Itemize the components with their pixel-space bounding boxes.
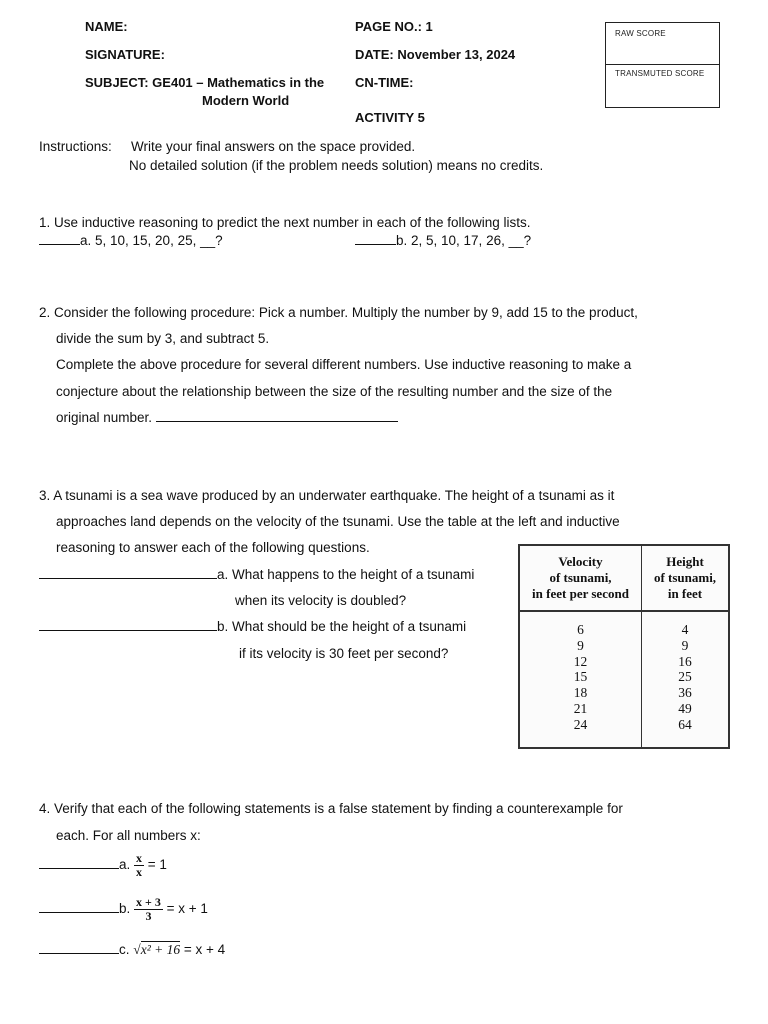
height-cell: 49: [678, 701, 692, 716]
raw-score-box[interactable]: [605, 22, 720, 65]
activity-title: ACTIVITY 5: [355, 110, 425, 125]
height-cell: 16: [678, 653, 692, 669]
table-header-divider: [520, 610, 728, 612]
q4-line-2: each. For all numbers x:: [56, 828, 201, 843]
q3-line-2: approaches land depends on the velocity of the tsunami. Use the table at the left and inductive: [56, 514, 620, 529]
q4-item-c: c. √x² + 16 = x + 4: [39, 942, 225, 958]
q1-a-answer-blank[interactable]: [39, 233, 80, 245]
cn-time-label: CN-TIME:: [355, 75, 414, 90]
q3-line-1: 3. A tsunami is a sea wave produced by an underwater earthquake. The height of a tsunami as it: [39, 488, 615, 503]
height-cell: 25: [678, 669, 692, 685]
transmuted-score-box[interactable]: [605, 64, 720, 108]
q4-a-fraction: $\frac{x}{x}$: [136, 851, 143, 879]
q4-item-a: a. $\frac{x}{x}$ = 1: [39, 852, 167, 879]
instructions-line-1: Write your final answers on the space provided.: [131, 139, 416, 154]
q2-answer-blank[interactable]: [156, 410, 398, 422]
q4-b-fraction: $\frac{x + 3}{3}$: [136, 895, 161, 923]
q4-line-1: 4. Verify that each of the following statements is a false statement by finding a counterexample for: [39, 801, 623, 816]
q2-line-5: original number.: [56, 410, 398, 425]
velocity-cell: 24: [573, 716, 588, 732]
velocity-cell: 9: [577, 637, 584, 653]
height-cell: 4: [681, 622, 689, 637]
q3-b-answer-blank[interactable]: [39, 619, 217, 631]
raw-score-label: RAW SCORE: [615, 29, 666, 38]
velocity-cell: 18: [573, 685, 588, 701]
q2-line-4: conjecture about the relationship between the size of the resulting number and the size of the: [56, 384, 613, 399]
velocity-header: Velocity of tsunami, in feet per second: [532, 554, 629, 601]
instructions-label: Instructions:: [39, 139, 112, 154]
q1-item-a: a. 5, 10, 15, 20, 25, __?: [39, 233, 223, 248]
q3-a-answer-blank[interactable]: [39, 567, 217, 579]
q2-line-3: Complete the above procedure for several different numbers. Use inductive reasoning to make a: [56, 357, 632, 372]
height-cell: 64: [678, 716, 692, 732]
q4-a-answer-blank[interactable]: [39, 857, 119, 869]
q3-item-a: a. What happens to the height of a tsunami: [39, 567, 474, 582]
page-number: PAGE NO.: 1: [355, 19, 433, 34]
q3-line-3: reasoning to answer each of the following questions.: [56, 540, 370, 555]
subject-line-2: Modern World: [202, 93, 290, 108]
velocity-cell: 12: [573, 653, 588, 669]
q1-prompt: 1. Use inductive reasoning to predict the next number in each of the following lists.: [39, 215, 531, 230]
height-cell: 36: [678, 685, 692, 701]
subject-line-1: SUBJECT: GE401 – Mathematics in the: [85, 75, 325, 90]
q1-b-answer-blank[interactable]: [355, 233, 396, 245]
q4-item-b: b. $\frac{x + 3}{3}$ = x + 1: [39, 896, 208, 923]
transmuted-score-label: TRANSMUTED SCORE: [615, 69, 705, 78]
q1-item-b: b. 2, 5, 10, 17, 26, __?: [355, 233, 531, 248]
q3-item-b-cont: if its velocity is 30 feet per second?: [239, 646, 449, 661]
q4-c-answer-blank[interactable]: [39, 942, 119, 954]
height-header: Height of tsunami, in feet: [653, 554, 717, 601]
signature-label: SIGNATURE:: [85, 47, 165, 62]
velocity-cell: 6: [577, 622, 584, 637]
height-cell: 9: [681, 637, 689, 653]
tsunami-table: [518, 544, 730, 749]
q4-c-radical: √x² + 16: [133, 942, 181, 957]
date-label: DATE: November 13, 2024: [355, 47, 516, 62]
velocity-cell: 21: [573, 701, 588, 716]
velocity-cell: 15: [573, 669, 588, 685]
q3-item-b: b. What should be the height of a tsunami: [39, 619, 466, 634]
name-label: NAME:: [85, 19, 128, 34]
instructions-line-2: No detailed solution (if the problem needs solution) means no credits.: [129, 158, 544, 173]
q2-line-2: divide the sum by 3, and subtract 5.: [56, 331, 270, 346]
q4-b-answer-blank[interactable]: [39, 901, 119, 913]
q3-item-a-cont: when its velocity is doubled?: [235, 593, 407, 608]
q2-line-1: 2. Consider the following procedure: Pick a number. Multiply the number by 9, add 15 to the product,: [39, 305, 638, 320]
